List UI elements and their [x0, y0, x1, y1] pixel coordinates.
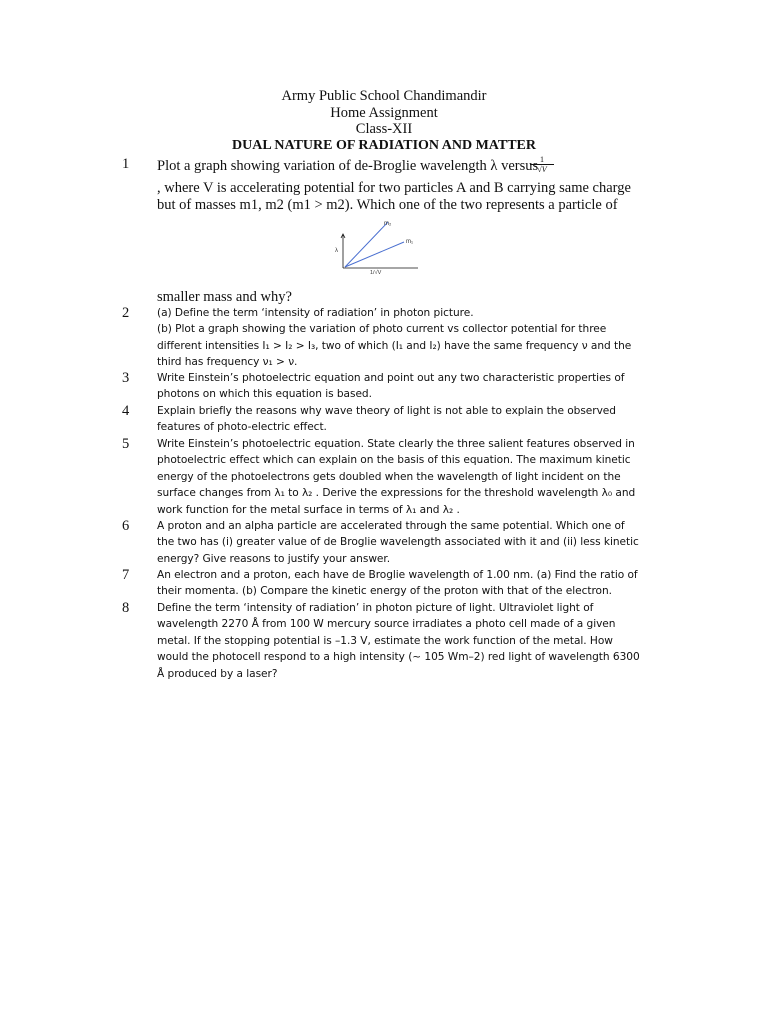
question-6-text: A proton and an alpha particle are accelerated through the same potential. Which one of the two has (i) greater value of de Broglie wavelength associated with it and (ii) less kinetic energy? Give reasons to justify your answer. [157, 520, 639, 565]
fraction-denominator: √V [530, 164, 554, 175]
question-number: 5 [122, 436, 130, 452]
question-1-line-4: smaller mass and why? [157, 289, 292, 305]
question-number: 8 [122, 600, 130, 616]
fraction-one-over-root-v [530, 155, 554, 175]
question-7-text: An electron and a proton, each have de Broglie wavelength of 1.00 nm. (a) Find the ratio of their momenta. (b) Compare the kinetic energy of the proton with that of the electron. [157, 569, 638, 598]
question-8-text: Define the term ‘intensity of radiation’ in photon picture of light. Ultraviolet light of wavelength 2270 Å from 100 W mercury source irradiates a photo cell made of a given metal. If the stopping potential is –1.3 V, estimate the work function of the metal. How would the photocell respond to a high intensity (~ 105 Wm–2) red light of wavelength 6300 Å produced by a laser? [157, 602, 640, 680]
question-5-text: Write Einstein’s photoelectric equation. State clearly the three salient features observed in photoelectric effect which can explain on the basis of this equation. The maximum kinetic energy of the photoelectrons gets doubled when the wavelength of light incident on the surface changes from λ₁ to λ₂ . Derive the expressions for the threshold wavelength λ₀ and work function for the metal surface in terms of λ₁ and λ₂ . [157, 438, 636, 516]
question-1-line-3: but of masses m1, m2 (m1 > m2). Which one of the two represents a particle of [157, 197, 618, 213]
assignment-label: Home Assignment [330, 105, 438, 121]
label-m1: m₁ [406, 239, 414, 245]
question-2-part-b: (b) Plot a graph showing the variation of photo current vs collector potential for three different intensities I₁ > I₂ > I₃, two of which (I₁ and I₂) have the same frequency ν and the third has frequency ν₁ > ν. [157, 323, 632, 369]
class-label: Class-XII [355, 121, 413, 137]
question-number: 1 [122, 156, 130, 172]
line-m1 [345, 242, 404, 267]
question-1-line-1: Plot a graph showing variation of de-Broglie wavelength λ versus [157, 158, 539, 174]
question-number: 3 [122, 370, 130, 386]
question-1-line-2: , where V is accelerating potential for two particles A and B carrying same charge [157, 180, 631, 196]
label-m2: m₂ [384, 221, 392, 227]
question-number: 7 [122, 567, 130, 583]
question-number: 4 [122, 403, 130, 419]
question-2-part-a: (a) Define the term ‘intensity of radiation’ in photon picture. [157, 307, 474, 319]
question-number: 2 [122, 305, 130, 321]
y-axis-label: λ [335, 248, 338, 254]
school-name: Army Public School Chandimandir [281, 88, 487, 104]
line-m2 [345, 222, 388, 267]
x-axis-label: 1/√V [370, 270, 382, 276]
question-number: 6 [122, 518, 130, 534]
fraction-numerator: 1 [540, 155, 544, 164]
question-2-body [157, 305, 644, 371]
question-4-text: Explain briefly the reasons why wave theory of light is not able to explain the observed features of photo-electric effect. [157, 405, 616, 434]
lambda-vs-inverse-root-v-figure [330, 216, 430, 276]
question-3-text: Write Einstein’s photoelectric equation and point out any two characteristic properties of photons on which this equation is based. [157, 372, 625, 401]
assignment-title: DUAL NATURE OF RADIATION AND MATTER [231, 138, 536, 153]
